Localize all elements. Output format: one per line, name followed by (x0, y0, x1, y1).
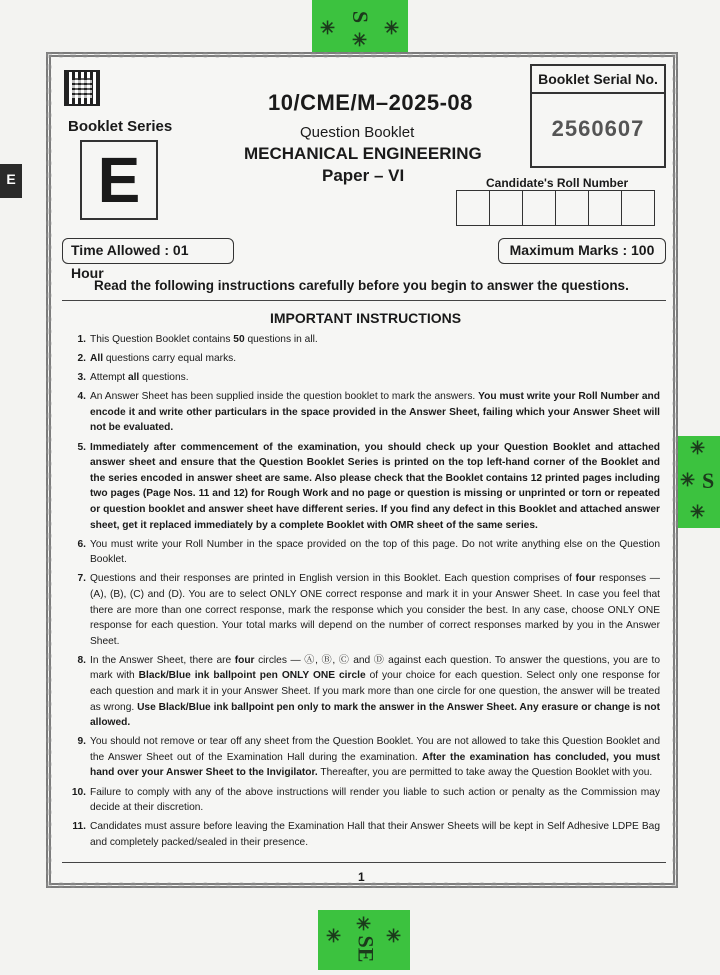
subject-title: MECHANICAL ENGINEERING (244, 144, 482, 163)
instruction-text: You must write your Roll Number in the space provided on the top of this page. Do not write anything else on the Question Booklet. (90, 538, 660, 566)
instruction-number: 10. (71, 786, 86, 798)
seal-sticker-top (312, 0, 408, 52)
seal-right-letters: S (702, 468, 715, 493)
instruction-number: 8. (77, 654, 86, 666)
divider (62, 300, 666, 301)
roll-number-digit-box (489, 190, 523, 226)
seal-star-icon: ✳ (326, 926, 342, 946)
paper-title: Paper – VI (322, 166, 405, 185)
time-allowed: Time Allowed : 01 Hour (62, 238, 234, 264)
seal-bottom-letters: SE (353, 935, 379, 963)
seal-star-icon: ✳ (680, 470, 696, 490)
edge-series-tab: E (0, 164, 22, 198)
instruction-text: circles — Ⓐ, Ⓑ, Ⓒ and Ⓓ against each question. To answer the questions, you are to mark with (90, 654, 660, 682)
instruction-text: Black/Blue ink ballpoint pen ONLY ONE circle (138, 670, 366, 682)
roll-number-label: Candidate's Roll Number (486, 176, 629, 190)
maximum-marks: Maximum Marks : 100 (498, 238, 666, 264)
instruction-number: 6. (77, 538, 86, 550)
seal-star-icon: ✳ (384, 18, 400, 38)
serial-number: 2560607 (551, 116, 645, 141)
instruction-item (68, 653, 660, 731)
instruction-text: questions. (139, 372, 189, 384)
instruction-item (68, 571, 660, 649)
instruction-number: 2. (77, 353, 86, 365)
question-booklet-label: Question Booklet (300, 124, 415, 141)
seal-star-icon: ✳ (386, 926, 402, 946)
instruction-text: Immediately after commencement of the examination, you should check up your Question Booklet and attached answer sheet and ensure that the Question Booklet Series is printed on the top left-hand corner of the Booklet and the series encoded in answer sheet are same. Also please check that the Booklet contains 12 printed pages including two pages (Page Nos. 11 and 12) for Rough Work and no page or question is missing or unprinted or torn or repeated or question booklet and answer sheet have different series. If you find any defect in this Booklet and attached answer sheet, get it replaced immediately by a complete Booklet with OMR sheet of the same series. (90, 441, 660, 531)
instruction-item (68, 537, 660, 568)
qr-code-icon (66, 72, 98, 104)
instruction-text: all (127, 372, 140, 384)
instruction-text: Thereafter, you are permitted to take away the Question Booklet with you. (317, 767, 653, 779)
serial-label: Booklet Serial No. (532, 66, 664, 94)
instruction-text: four (575, 573, 596, 585)
instructions-heading: IMPORTANT INSTRUCTIONS (270, 310, 462, 326)
series-letter: E (97, 144, 141, 216)
exam-code: 10/CME/M–2025-08 (268, 90, 473, 115)
instruction-number: 3. (77, 372, 86, 384)
series-box (80, 140, 158, 220)
instruction-number: 9. (77, 736, 86, 748)
instruction-text: After the examination has concluded, you must hand over your Answer Sheet to the Invigilator. (90, 751, 660, 779)
seal-star-icon: ✳ (356, 914, 372, 934)
instruction-text: 50 (233, 334, 245, 345)
instruction-text: Failure to comply with any of the above instructions will render you liable to such action or penalty as the Commission may decide at their discretion. (90, 786, 660, 814)
instruction-text: All (90, 353, 104, 365)
instructions-list (68, 332, 660, 854)
roll-number-digit-box (456, 190, 490, 226)
instruction-item (68, 351, 660, 367)
serial-number-box (530, 64, 666, 168)
roll-number-digit-box (522, 190, 556, 226)
instruction-text: You should not remove or tear off any sheet from the Question Booklet. You are not allowed to take this Question Booklet and the Answer Sheet out of the Examination Hall during the examination. (90, 736, 660, 763)
instruction-number: 7. (77, 573, 86, 585)
instruction-text: An Answer Sheet has been supplied inside the question booklet to mark the answers. (90, 391, 479, 403)
instruction-text: questions carry equal marks. (103, 353, 237, 365)
instruction-text: Candidates must assure before leaving the Examination Hall that their Answer Sheets will be kept in Self Adhesive LDPE Bag and completely packed/sealed in their presence. (90, 821, 660, 848)
seal-star-icon: ✳ (352, 30, 368, 50)
roll-number-boxes (456, 190, 654, 226)
seal-star-icon: ✳ (690, 438, 706, 458)
booklet-series-label: Booklet Series (68, 118, 173, 135)
instruction-number: 4. (77, 391, 86, 403)
seal-top-letters: S (348, 10, 374, 24)
instruction-item (68, 785, 660, 816)
instruction-item (68, 370, 660, 386)
instruction-text: of your choice for each question. Select only one response for each question and mark it in your Answer Sheet. If you mark more than one circle for one question, the answer will be treated as wrong. (90, 670, 661, 713)
instruction-text: questions in all. (244, 334, 318, 345)
instruction-text: This Question Booklet contains (90, 334, 234, 345)
instruction-item (68, 332, 660, 348)
instruction-item (68, 819, 660, 850)
seal-sticker-bottom (318, 910, 410, 970)
roll-number-digit-box (621, 190, 655, 226)
instruction-text: Questions and their responses are printed in English version in this Booklet. Each question comprises of (90, 573, 576, 585)
instruction-text: responses — (A), (B), (C) and (D). You are to select ONLY ONE correct response and mark it in your Answer Sheet. In case you feel that there are more than one correct response, mark the response which you consider the best. In any case, choose ONLY ONE response for each question. Your total marks will depend on the number of correct responses marked by you in the Answer Sheet. (90, 573, 660, 647)
instruction-text: Use Black/Blue ink ballpoint pen only to mark the answer in the Answer Sheet. Any erasure or change is not allowed. (90, 701, 660, 729)
instruction-text: In the Answer Sheet, there are (90, 654, 235, 666)
roll-number-digit-box (555, 190, 589, 226)
divider (62, 862, 666, 863)
instruction-number: 1. (77, 334, 86, 345)
page-number: 1 (358, 870, 365, 884)
instruction-number: 11. (72, 821, 86, 833)
seal-star-icon: ✳ (690, 502, 706, 522)
instruction-item (68, 389, 660, 436)
roll-number-digit-box (588, 190, 622, 226)
instruction-number: 5. (77, 441, 86, 453)
seal-sticker-right (678, 436, 720, 528)
instruction-text: four (234, 654, 255, 666)
instruction-item (68, 734, 660, 781)
instruction-text: Attempt (90, 372, 128, 384)
read-instructions-line: Read the following instructions carefully before you begin to answer the questions. (94, 278, 629, 293)
seal-star-icon: ✳ (320, 18, 336, 38)
instruction-item (68, 440, 660, 534)
instruction-text: You must write your Roll Number and encode it and write other particulars in the space provided in the Answer Sheet, failing which your Answer Sheet will not be evaluated. (90, 391, 660, 434)
